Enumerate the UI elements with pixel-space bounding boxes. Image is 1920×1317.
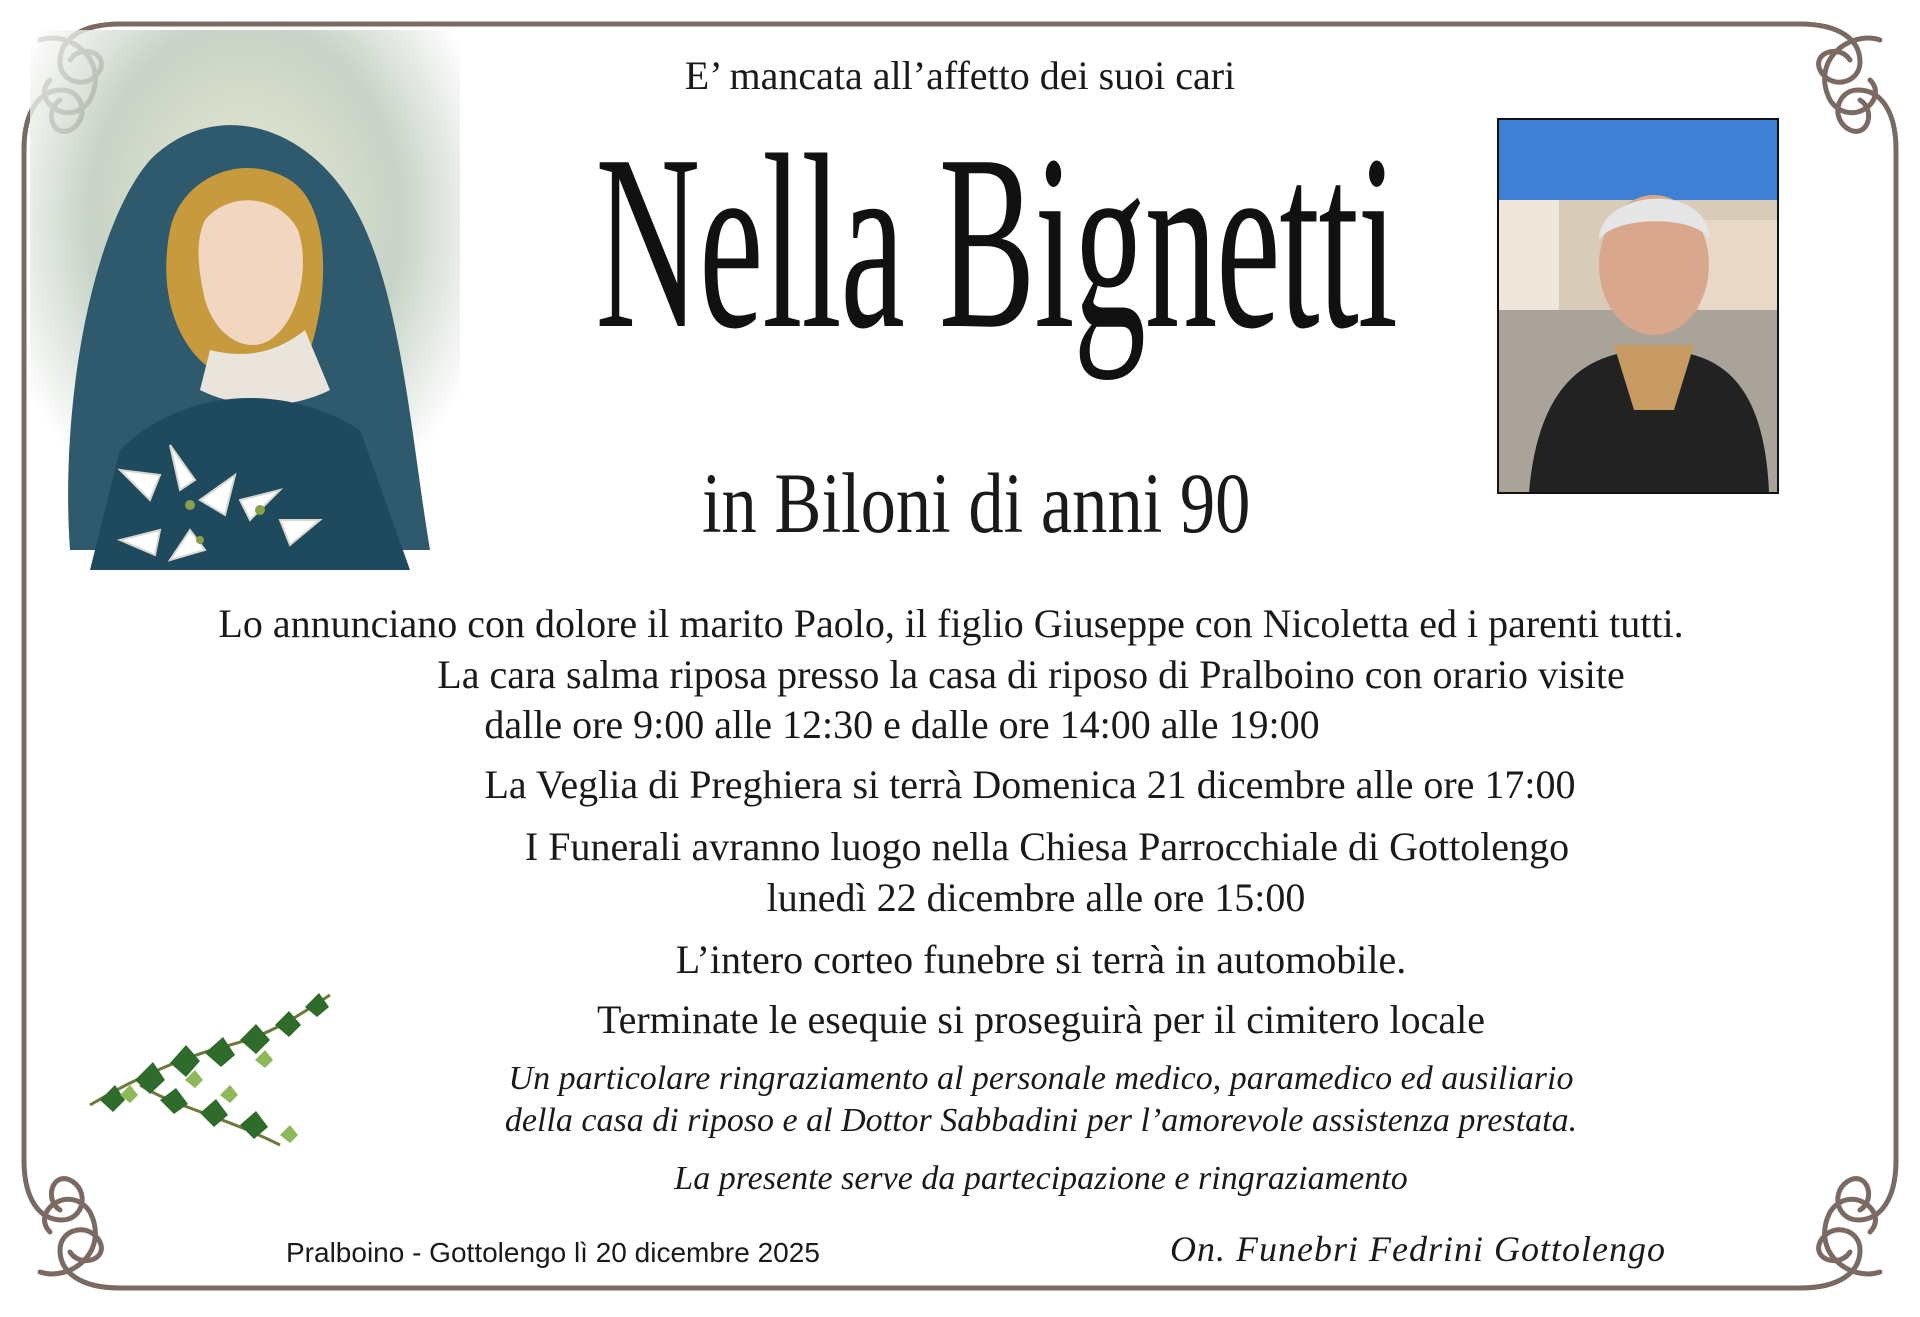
married-name-age: in Biloni di anni 90 [701, 455, 1251, 551]
visits-line: La cara salma riposa presso la casa di riposo di Pralboino con orario visite [437, 652, 1625, 697]
portrait-photo [1497, 118, 1779, 494]
undertaker-signature: On. Funebri Fedrini Gottolengo [1170, 1229, 1666, 1269]
intro-line: E’ mancata all’affetto dei suoi cari [684, 53, 1236, 98]
deceased-name: Nella Bignetti [595, 104, 1397, 381]
vigil-line: La Veglia di Preghiera si terrà Domenica 21 dicembre alle ore 17:00 [484, 762, 1576, 807]
closing-line: La presente serve da partecipazione e ringraziamento [674, 1160, 1408, 1197]
ivy-image [80, 985, 350, 1155]
funeral-date-line: lunedì 22 dicembre alle ore 15:00 [766, 875, 1306, 920]
thanks-line-2: della casa di riposo e al Dottor Sabbadini per l’amorevole assistenza prestata. [504, 1102, 1578, 1139]
funeral-line: I Funerali avranno luogo nella Chiesa Parrocchiale di Gottolengo [524, 824, 1570, 869]
visits-hours-line: dalle ore 9:00 alle 12:30 e dalle ore 14:00 alle 19:00 [484, 702, 1320, 747]
cortege-line: L’intero corteo funebre si terrà in automobile. [675, 937, 1407, 982]
thanks-line-1: Un particolare ringraziamento al personale medico, paramedico ed ausiliario [508, 1060, 1574, 1097]
cemetery-line: Terminate le esequie si proseguirà per il cimitero locale [597, 997, 1485, 1042]
place-date: Pralboino - Gottolengo lì 20 dicembre 2025 [286, 1237, 820, 1268]
announcement-line: Lo annunciano con dolore il marito Paolo, il figlio Giuseppe con Nicoletta ed i parenti tutti. [218, 601, 1684, 646]
